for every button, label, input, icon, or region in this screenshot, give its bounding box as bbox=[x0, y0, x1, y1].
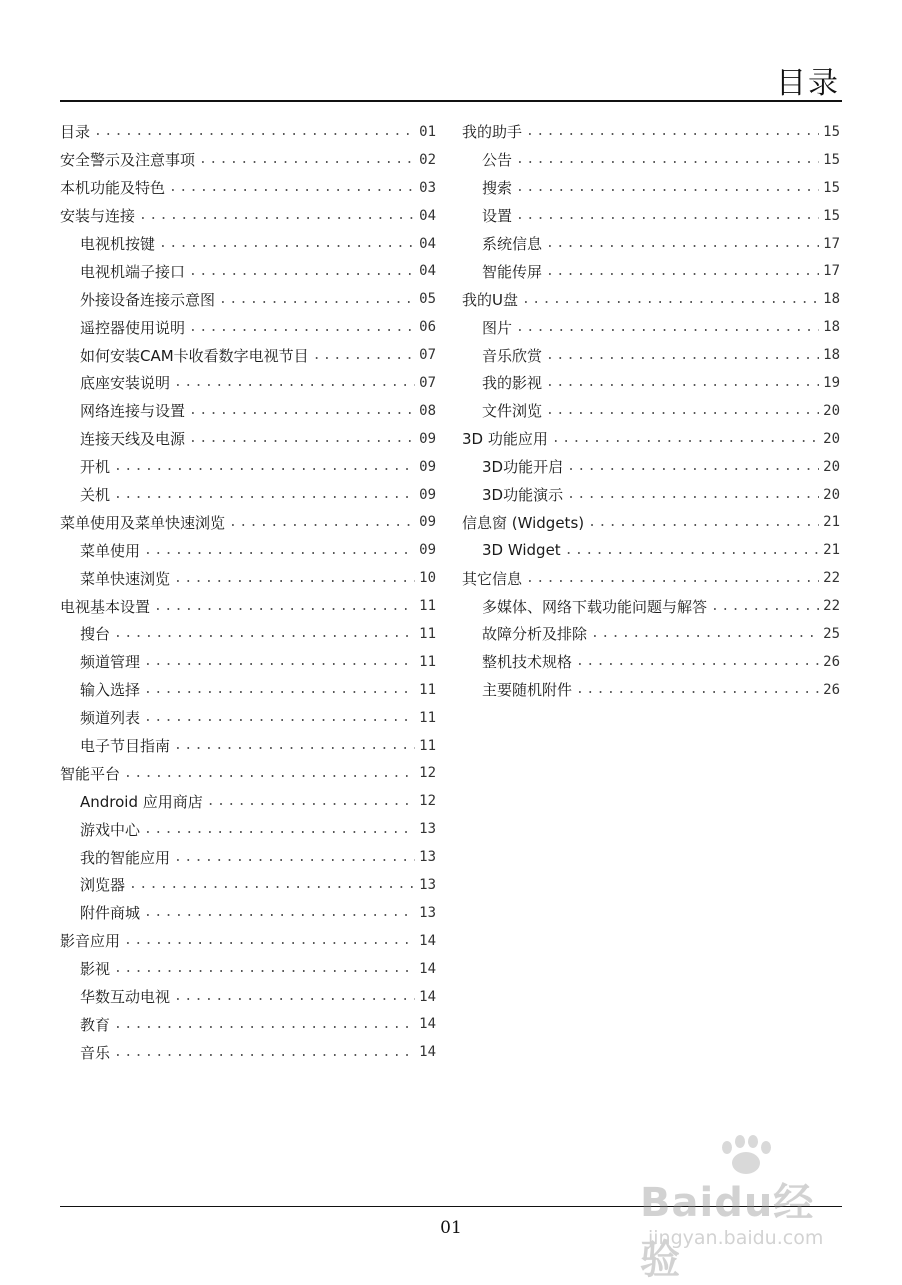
toc-entry-label: 菜单快速浏览 bbox=[80, 569, 171, 588]
toc-subentry[interactable] bbox=[60, 481, 436, 509]
toc-subentry[interactable] bbox=[462, 202, 840, 230]
toc-dot-leader bbox=[219, 292, 415, 307]
toc-dot-leader bbox=[565, 543, 819, 558]
toc-entry-page: 14 bbox=[419, 988, 436, 1005]
toc-entry-page: 21 bbox=[823, 514, 840, 531]
toc-entry-page: 09 bbox=[419, 458, 436, 475]
toc-dot-leader bbox=[588, 515, 819, 530]
toc-dot-leader bbox=[174, 989, 415, 1004]
toc-entry-page: 07 bbox=[419, 374, 436, 391]
toc-right-column bbox=[462, 118, 840, 704]
toc-entry-page: 10 bbox=[419, 570, 436, 587]
toc-entry-label: 教育 bbox=[80, 1015, 111, 1034]
toc-entry-label: 电视基本设置 bbox=[60, 597, 151, 616]
toc-subentry[interactable] bbox=[60, 787, 436, 815]
toc-entry-page: 09 bbox=[419, 542, 436, 559]
toc-subentry[interactable] bbox=[60, 1038, 436, 1066]
toc-entry-page: 17 bbox=[823, 235, 840, 252]
toc-entry-page: 12 bbox=[419, 765, 436, 782]
toc-entry[interactable] bbox=[60, 118, 436, 146]
toc-entry-label: 搜索 bbox=[482, 179, 513, 198]
toc-entry-page: 20 bbox=[823, 402, 840, 419]
toc-entry-page: 09 bbox=[419, 430, 436, 447]
toc-entry-label: 外接设备连接示意图 bbox=[80, 290, 216, 309]
toc-entry-label: 游戏中心 bbox=[80, 820, 141, 839]
toc-subentry[interactable] bbox=[462, 341, 840, 369]
toc-entry-label: 文件浏览 bbox=[482, 402, 543, 421]
toc-entry-page: 08 bbox=[419, 402, 436, 419]
toc-entry-page: 06 bbox=[419, 319, 436, 336]
toc-entry[interactable] bbox=[60, 202, 436, 230]
toc-entry-page: 14 bbox=[419, 960, 436, 977]
toc-subentry[interactable] bbox=[462, 174, 840, 202]
toc-dot-leader bbox=[114, 1045, 415, 1060]
toc-subentry[interactable] bbox=[462, 257, 840, 285]
toc-entry-page: 14 bbox=[419, 1016, 436, 1033]
toc-subentry[interactable] bbox=[60, 453, 436, 481]
toc-dot-leader bbox=[144, 905, 415, 920]
toc-entry-page: 18 bbox=[823, 319, 840, 336]
toc-entry-label: 信息窗 (Widgets) bbox=[462, 513, 585, 532]
toc-entry-page: 14 bbox=[419, 1044, 436, 1061]
toc-dot-leader bbox=[154, 599, 415, 614]
toc-dot-leader bbox=[144, 822, 415, 837]
toc-entry[interactable] bbox=[60, 759, 436, 787]
toc-subentry[interactable] bbox=[60, 230, 436, 258]
toc-subentry[interactable] bbox=[462, 397, 840, 425]
toc-entry-label: 3D功能开启 bbox=[482, 458, 564, 477]
toc-dot-leader bbox=[576, 654, 819, 669]
toc-subentry[interactable] bbox=[462, 453, 840, 481]
toc-entry-label: 目录 bbox=[60, 123, 91, 142]
toc-dot-leader bbox=[174, 571, 415, 586]
toc-entry-label: 音乐 bbox=[80, 1043, 111, 1062]
toc-entry-page: 13 bbox=[419, 821, 436, 838]
toc-subentry[interactable] bbox=[60, 955, 436, 983]
toc-subentry[interactable] bbox=[60, 425, 436, 453]
toc-dot-leader bbox=[546, 403, 819, 418]
toc-dot-leader bbox=[174, 738, 415, 753]
toc-entry-label: 我的影视 bbox=[482, 374, 543, 393]
toc-entry[interactable] bbox=[60, 146, 436, 174]
toc-entry-page: 18 bbox=[823, 347, 840, 364]
toc-entry-page: 13 bbox=[419, 876, 436, 893]
toc-entry-page: 15 bbox=[823, 123, 840, 140]
toc-dot-leader bbox=[139, 208, 415, 223]
toc-entry-label: 安全警示及注意事项 bbox=[60, 151, 196, 170]
toc-dot-leader bbox=[144, 710, 415, 725]
toc-dot-leader bbox=[189, 431, 415, 446]
toc-entry-page: 11 bbox=[419, 681, 436, 698]
toc-dot-leader bbox=[129, 877, 415, 892]
toc-entry-label: 关机 bbox=[80, 486, 111, 505]
toc-dot-leader bbox=[591, 626, 819, 641]
toc-entry-page: 05 bbox=[419, 291, 436, 308]
toc-entry-label: 图片 bbox=[482, 318, 513, 337]
toc-entry[interactable] bbox=[60, 174, 436, 202]
toc-entry[interactable] bbox=[60, 927, 436, 955]
toc-entry-label: 电视机按键 bbox=[80, 235, 156, 253]
toc-entry-label: 整机技术规格 bbox=[482, 653, 573, 672]
toc-dot-leader bbox=[124, 766, 415, 781]
toc-subentry[interactable] bbox=[60, 732, 436, 760]
toc-entry-label: 故障分析及排除 bbox=[482, 625, 588, 644]
toc-subentry[interactable] bbox=[60, 899, 436, 927]
toc-entry-page: 11 bbox=[419, 709, 436, 726]
toc-entry-label: 附件商城 bbox=[80, 904, 141, 923]
toc-entry-label: 菜单使用及菜单快速浏览 bbox=[60, 513, 226, 532]
toc-entry-label: 底座安装说明 bbox=[80, 374, 171, 393]
top-rule bbox=[60, 100, 842, 102]
toc-entry-page: 13 bbox=[419, 904, 436, 921]
toc-dot-leader bbox=[522, 292, 819, 307]
toc-entry-page: 20 bbox=[823, 458, 840, 475]
toc-entry-page: 26 bbox=[823, 653, 840, 670]
toc-dot-leader bbox=[114, 487, 415, 502]
watermark-url: jingyan.baidu.com bbox=[648, 1227, 824, 1249]
toc-entry-page: 04 bbox=[419, 235, 436, 252]
toc-dot-leader bbox=[189, 320, 415, 335]
toc-dot-leader bbox=[207, 794, 415, 809]
toc-subentry[interactable] bbox=[60, 564, 436, 592]
toc-entry-page: 13 bbox=[419, 849, 436, 866]
toc-dot-leader bbox=[546, 348, 819, 363]
toc-entry-page: 11 bbox=[419, 737, 436, 754]
toc-entry-label: 3D功能演示 bbox=[482, 486, 564, 505]
toc-subentry[interactable] bbox=[60, 1011, 436, 1039]
toc-dot-leader bbox=[144, 682, 415, 697]
toc-entry-page: 07 bbox=[419, 347, 436, 364]
toc-dot-leader bbox=[174, 375, 415, 390]
toc-entry-page: 11 bbox=[419, 625, 436, 642]
toc-entry-page: 15 bbox=[823, 151, 840, 168]
toc-subentry[interactable] bbox=[60, 843, 436, 871]
toc-subentry[interactable] bbox=[60, 313, 436, 341]
toc-dot-leader bbox=[94, 124, 415, 139]
toc-entry[interactable] bbox=[462, 564, 840, 592]
toc-dot-leader bbox=[199, 152, 415, 167]
toc-entry-page: 18 bbox=[823, 291, 840, 308]
toc-entry-page: 09 bbox=[419, 514, 436, 531]
toc-subentry[interactable] bbox=[60, 341, 436, 369]
toc-dot-leader bbox=[576, 682, 819, 697]
toc-dot-leader bbox=[711, 599, 819, 614]
toc-entry-page: 15 bbox=[823, 207, 840, 224]
toc-entry-page: 01 bbox=[419, 123, 436, 140]
toc-dot-leader bbox=[516, 180, 819, 195]
toc-entry-label: 主要随机附件 bbox=[482, 681, 573, 700]
toc-entry-label: 影音应用 bbox=[60, 932, 121, 951]
toc-dot-leader bbox=[526, 124, 819, 139]
toc-subentry[interactable] bbox=[60, 983, 436, 1011]
toc-subentry[interactable] bbox=[60, 648, 436, 676]
toc-entry-label: 智能传屏 bbox=[482, 262, 543, 281]
baidu-watermark bbox=[634, 1135, 854, 1283]
toc-entry-label: 安装与连接 bbox=[60, 207, 136, 226]
toc-entry-page: 15 bbox=[823, 179, 840, 196]
toc-entry-label: 我的U盘 bbox=[462, 290, 518, 309]
toc-entry-label: 公告 bbox=[482, 151, 513, 170]
toc-entry-page: 22 bbox=[823, 598, 840, 615]
toc-entry[interactable] bbox=[462, 425, 840, 453]
toc-subentry[interactable] bbox=[462, 230, 840, 258]
toc-entry-label: 连接天线及电源 bbox=[80, 430, 186, 449]
toc-dot-leader bbox=[144, 543, 415, 558]
toc-subentry[interactable] bbox=[60, 397, 436, 425]
toc-dot-leader bbox=[114, 459, 415, 474]
toc-dot-leader bbox=[313, 348, 415, 363]
toc-entry-label: 浏览器 bbox=[80, 876, 126, 895]
toc-dot-leader bbox=[546, 236, 819, 251]
toc-entry-label: 如何安装CAM卡收看数字电视节目 bbox=[80, 346, 309, 365]
toc-subentry[interactable] bbox=[462, 313, 840, 341]
toc-dot-leader bbox=[169, 180, 415, 195]
toc-entry-page: 22 bbox=[823, 570, 840, 587]
toc-entry[interactable] bbox=[60, 592, 436, 620]
toc-dot-leader bbox=[546, 375, 819, 390]
page-title: 目录 bbox=[776, 66, 840, 101]
toc-entry-label: 电视机端子接口 bbox=[80, 262, 186, 281]
toc-entry-label: 3D Widget bbox=[482, 541, 561, 560]
toc-dot-leader bbox=[144, 654, 415, 669]
toc-entry-page: 21 bbox=[823, 542, 840, 559]
toc-entry-label: 多媒体、网络下载功能问题与解答 bbox=[482, 597, 708, 616]
toc-entry-label: Android 应用商店 bbox=[80, 792, 203, 811]
page-number: 01 bbox=[440, 1218, 462, 1238]
toc-dot-leader bbox=[229, 515, 415, 530]
toc-entry-label: 开机 bbox=[80, 458, 111, 477]
toc-subentry[interactable] bbox=[462, 648, 840, 676]
toc-subentry[interactable] bbox=[462, 146, 840, 174]
toc-dot-leader bbox=[189, 403, 415, 418]
toc-subentry[interactable] bbox=[60, 704, 436, 732]
toc-subentry[interactable] bbox=[60, 815, 436, 843]
toc-subentry[interactable] bbox=[462, 676, 840, 704]
toc-entry-label: 电子节目指南 bbox=[80, 737, 171, 756]
toc-entry-label: 我的助手 bbox=[462, 123, 523, 142]
toc-entry-label: 其它信息 bbox=[462, 569, 523, 588]
toc-entry-label: 设置 bbox=[482, 207, 513, 226]
toc-entry-label: 影视 bbox=[80, 960, 111, 979]
toc-dot-leader bbox=[516, 152, 819, 167]
toc-entry[interactable] bbox=[462, 285, 840, 313]
toc-entry-page: 04 bbox=[419, 263, 436, 280]
toc-entry-page: 20 bbox=[823, 430, 840, 447]
toc-entry-label: 搜台 bbox=[80, 625, 111, 644]
toc-entry-label: 菜单使用 bbox=[80, 541, 141, 560]
toc-entry-label: 音乐欣赏 bbox=[482, 346, 543, 365]
toc-entry-page: 02 bbox=[419, 151, 436, 168]
toc-subentry[interactable] bbox=[60, 369, 436, 397]
toc-entry-label: 华数互动电视 bbox=[80, 988, 171, 1007]
toc-subentry[interactable] bbox=[462, 536, 840, 564]
toc-entry-page: 19 bbox=[823, 374, 840, 391]
toc-dot-leader bbox=[124, 933, 415, 948]
toc-dot-leader bbox=[114, 626, 415, 641]
toc-entry[interactable] bbox=[462, 118, 840, 146]
toc-subentry[interactable] bbox=[60, 871, 436, 899]
toc-left-column bbox=[60, 118, 436, 1066]
toc-entry-label: 本机功能及特色 bbox=[60, 179, 166, 198]
toc-dot-leader bbox=[567, 459, 819, 474]
toc-subentry[interactable] bbox=[462, 369, 840, 397]
toc-entry-page: 20 bbox=[823, 486, 840, 503]
toc-dot-leader bbox=[516, 208, 819, 223]
toc-dot-leader bbox=[546, 264, 819, 279]
toc-entry-label: 智能平台 bbox=[60, 764, 121, 783]
toc-entry-label: 我的智能应用 bbox=[80, 848, 171, 867]
toc-subentry[interactable] bbox=[462, 592, 840, 620]
toc-entry-label: 频道列表 bbox=[80, 709, 141, 728]
toc-entry-page: 09 bbox=[419, 486, 436, 503]
toc-subentry[interactable] bbox=[60, 620, 436, 648]
toc-entry-page: 14 bbox=[419, 932, 436, 949]
toc-entry-page: 26 bbox=[823, 681, 840, 698]
watermark-logo-text: Baidu经验 bbox=[640, 1180, 815, 1283]
toc-dot-leader bbox=[174, 850, 415, 865]
toc-entry-label: 输入选择 bbox=[80, 681, 141, 700]
toc-entry-label: 网络连接与设置 bbox=[80, 402, 186, 421]
toc-entry-page: 04 bbox=[419, 207, 436, 224]
toc-entry-label: 3D 功能应用 bbox=[462, 430, 548, 449]
toc-entry-page: 03 bbox=[419, 179, 436, 196]
toc-entry[interactable] bbox=[60, 508, 436, 536]
toc-entry-page: 11 bbox=[419, 598, 436, 615]
toc-dot-leader bbox=[114, 961, 415, 976]
toc-dot-leader bbox=[159, 236, 415, 251]
toc-dot-leader bbox=[526, 571, 819, 586]
toc-subentry[interactable] bbox=[60, 257, 436, 285]
toc-subentry[interactable] bbox=[462, 481, 840, 509]
toc-entry[interactable] bbox=[462, 508, 840, 536]
toc-dot-leader bbox=[114, 1017, 415, 1032]
toc-dot-leader bbox=[189, 264, 415, 279]
toc-entry-page: 11 bbox=[419, 653, 436, 670]
toc-entry-page: 25 bbox=[823, 625, 840, 642]
toc-entry-page: 17 bbox=[823, 263, 840, 280]
toc-dot-leader bbox=[552, 431, 819, 446]
toc-entry-label: 频道管理 bbox=[80, 653, 141, 672]
toc-subentry[interactable] bbox=[462, 620, 840, 648]
toc-dot-leader bbox=[516, 320, 819, 335]
toc-dot-leader bbox=[567, 487, 819, 502]
toc-subentry[interactable] bbox=[60, 285, 436, 313]
toc-entry-label: 系统信息 bbox=[482, 235, 543, 253]
toc-entry-page: 12 bbox=[419, 793, 436, 810]
toc-subentry[interactable] bbox=[60, 536, 436, 564]
toc-entry-label: 遥控器使用说明 bbox=[80, 318, 186, 337]
toc-subentry[interactable] bbox=[60, 676, 436, 704]
